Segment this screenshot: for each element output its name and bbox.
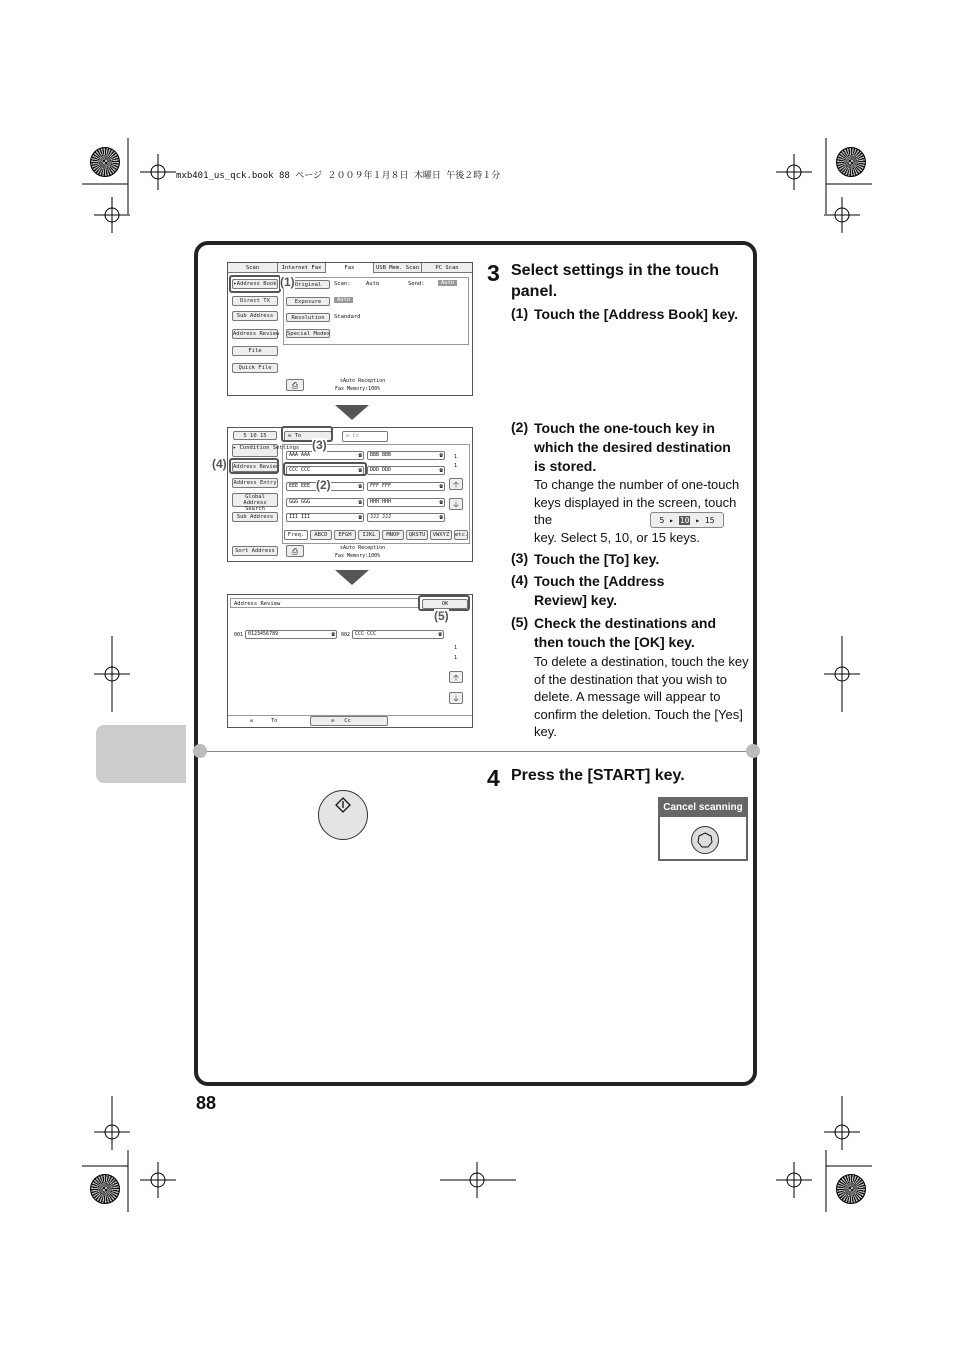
item-1-label: Touch the [Address Book] key. [534, 306, 739, 322]
arrow-up-icon: 🡡 [453, 480, 459, 489]
envelope-icon: ✉ [346, 433, 350, 439]
index-tab-qrstu[interactable]: QRSTU [406, 530, 428, 540]
flow-arrow-1 [335, 405, 369, 420]
scroll-down-button[interactable] [449, 498, 463, 510]
stop-icon [692, 827, 718, 853]
one-touch-key[interactable]: GGG GGG ☎ [286, 498, 364, 507]
index-tab-ijkl[interactable]: IJKL [358, 530, 380, 540]
sub-address-button[interactable]: Sub Address [232, 311, 278, 321]
item-4-label: Touch the [Address Review] key. [534, 573, 665, 608]
divider-dot-right [746, 744, 760, 758]
one-touch-key[interactable]: JJJ JJJ ☎ [367, 513, 445, 522]
chevron-right-icon: ▸ [669, 516, 674, 525]
address-review-button[interactable]: Address Review [233, 464, 280, 470]
status-fax-memory: Fax Memory:100% [335, 553, 381, 559]
cancel-scanning-box [658, 797, 748, 861]
tab-pc-scan[interactable]: PC Scan [422, 263, 472, 273]
job-status-button[interactable] [286, 545, 304, 557]
index-tab-efgh[interactable]: EFGH [334, 530, 356, 540]
destination-key[interactable]: 0123456789 ☎ [245, 630, 337, 639]
highlight-address-review [229, 458, 279, 474]
flow-arrow-2 [335, 570, 369, 585]
scroll-down-button[interactable] [449, 692, 463, 704]
inline-count-key [650, 512, 724, 528]
envelope-icon: ✉ [250, 718, 254, 724]
printer-icon: ⎙ [291, 381, 299, 390]
entry-number: 001 [234, 632, 244, 638]
step-4-number: 4 [487, 765, 500, 791]
tab-internet-fax[interactable]: Internet Fax [278, 263, 326, 273]
cc-tab-label: Cc [344, 718, 351, 724]
item-1-number: (1) [511, 305, 529, 321]
one-touch-key[interactable]: III III ☎ [286, 513, 364, 522]
envelope-icon: ✉ [288, 433, 292, 439]
resolution-value: Standard [334, 314, 361, 320]
page-current: 1 [454, 645, 458, 651]
page-current: 1 [454, 454, 458, 460]
cancel-scanning-button[interactable] [691, 826, 719, 854]
scan-value: Auto [366, 281, 380, 287]
tab-usb-mem-scan[interactable]: USB Mem. Scan [374, 263, 422, 273]
callout-3: (3) [312, 438, 327, 452]
scan-label: Scan: [334, 281, 351, 287]
item-3-number: (3) [511, 550, 529, 566]
address-review-header [230, 598, 420, 608]
cc-key[interactable] [342, 431, 388, 442]
callout-4: (4) [212, 457, 227, 471]
header-line: mxb401_us_qck.book 88 ページ ２００９年１月８日 木曜日 午後２時１分 [176, 171, 501, 181]
arrow-down-icon: 🡣 [453, 500, 459, 509]
item-2-text: To change the number of one-touch keys displayed in the screen, touch the [534, 477, 740, 527]
item-2-number: (2) [511, 419, 529, 435]
one-touch-key[interactable]: FFF FFF ☎ [367, 482, 445, 491]
start-icon [319, 791, 367, 839]
item-2-text-after: key. Select 5, 10, or 15 keys. [534, 530, 700, 545]
sub-address-button[interactable]: Sub Address [232, 512, 278, 522]
callout-5: (5) [434, 609, 449, 623]
step-3-number: 3 [487, 260, 500, 286]
address-review-title: Address Review [234, 601, 281, 607]
auto-reception-text: Auto Reception [343, 545, 386, 551]
printer-icon: ⎙ [291, 547, 299, 556]
resolution-button[interactable]: Resolution [286, 313, 330, 322]
entry-number: 002 [341, 632, 351, 638]
status-fax-memory: Fax Memory:100% [335, 386, 381, 392]
arrow-up-icon: 🡡 [453, 673, 459, 682]
tab-fax[interactable]: Fax [326, 263, 374, 273]
count-10: 10 [679, 516, 690, 525]
to-tab-label: To [271, 718, 278, 724]
to-tab[interactable] [250, 718, 277, 724]
page-number: 88 [196, 1093, 217, 1113]
highlight-address-book [229, 275, 281, 293]
count-5: 5 [659, 516, 665, 525]
exposure-value: Auto [334, 297, 353, 303]
phone-icon: ✆ [340, 545, 344, 551]
callout-2: (2) [316, 478, 331, 492]
callout-1: (1) [280, 275, 295, 289]
condition-settings-label: Condition Settings [239, 445, 300, 451]
one-touch-key[interactable]: CCC CCC ☎ [286, 466, 364, 475]
send-value: Auto [438, 280, 457, 286]
status-auto-reception [340, 545, 385, 551]
original-button[interactable]: Original [286, 280, 330, 289]
condition-settings-button[interactable]: ▸ Condition Settings [232, 444, 278, 457]
job-status-button[interactable] [286, 379, 304, 391]
one-touch-key[interactable]: DDD DDD ☎ [367, 466, 445, 475]
divider-dot-left [193, 744, 207, 758]
global-address-search-button[interactable]: Global Address Search [232, 493, 278, 507]
send-label: Send: [408, 281, 425, 287]
arrow-down-icon: 🡣 [453, 694, 459, 703]
one-touch-key[interactable]: BBB BBB ☎ [367, 451, 445, 460]
start-key[interactable] [318, 790, 368, 840]
status-auto-reception [340, 378, 385, 384]
item-5-text: To delete a destination, touch the key of the destination that you wish to delete. A message will appear to confirm the deletion. Touch the [Yes] key. [534, 654, 749, 739]
address-entry-button[interactable]: Address Entry [233, 480, 277, 486]
one-touch-key[interactable]: AAA AAA ☎ [286, 451, 364, 460]
ok-button[interactable]: OK [422, 599, 468, 609]
item-3-label: Touch the [To] key. [534, 551, 660, 567]
chapter-side-tab [96, 725, 186, 783]
step-3-title: Select settings in the touch panel. [511, 262, 720, 300]
address-book-label: Address Book [236, 281, 277, 287]
step-divider [198, 751, 753, 752]
quick-file-button[interactable]: Quick File [232, 363, 278, 373]
cc-tab[interactable] [310, 716, 388, 726]
index-tab-vwxyz[interactable]: VWXYZ [430, 530, 452, 540]
exposure-button[interactable]: Exposure [286, 297, 330, 306]
index-tab-abcd[interactable]: ABCD [310, 530, 332, 540]
phone-icon: ✆ [340, 378, 344, 384]
index-tab-mnop[interactable]: MNOP [382, 530, 404, 540]
tab-scan[interactable]: Scan [228, 263, 278, 273]
envelope-icon: ✉ [331, 718, 335, 724]
item-5-number: (5) [511, 614, 529, 630]
item-4-number: (4) [511, 572, 529, 588]
touch-panel-screen-address-book [227, 427, 473, 562]
scroll-up-button[interactable] [449, 671, 463, 683]
page-total: 1 [454, 655, 458, 661]
item-5-label: Check the destinations and then touch the [OK] key. [534, 615, 717, 650]
one-touch-key[interactable]: HHH HHH ☎ [367, 498, 445, 507]
address-review-button[interactable]: Address Review [233, 331, 280, 337]
count-15: 15 [704, 516, 715, 525]
cc-key-label: Cc [352, 433, 360, 439]
highlight-one-touch [283, 462, 367, 476]
destination-key[interactable]: CCC CCC ☎ [352, 630, 444, 639]
cancel-scanning-label: Cancel scanning [660, 799, 746, 817]
address-book-button[interactable]: ▸Address Book [233, 281, 277, 287]
one-touch-count-key[interactable]: 5 10 15 [233, 431, 277, 440]
index-tab-freq[interactable]: Freq. [284, 530, 308, 540]
to-key-label: To [294, 433, 302, 439]
direct-tx-button[interactable]: Direct TX [232, 296, 278, 306]
chevron-right-icon: ▸ [695, 516, 701, 525]
index-tab-etc[interactable]: etc. [455, 532, 469, 538]
step-4-title: Press the [START] key. [511, 767, 685, 784]
special-modes-button[interactable]: Special Modes [287, 331, 331, 337]
auto-reception-text: Auto Reception [343, 378, 386, 384]
file-button[interactable]: File [232, 346, 278, 356]
scroll-up-button[interactable] [449, 478, 463, 490]
page-total: 1 [454, 463, 458, 469]
item-2-label: Touch the one-touch key in which the desired destination is stored. [534, 420, 731, 474]
one-touch-key[interactable]: EEE EEE ☎ [286, 482, 364, 491]
sort-address-button[interactable]: Sort Address [232, 546, 278, 556]
